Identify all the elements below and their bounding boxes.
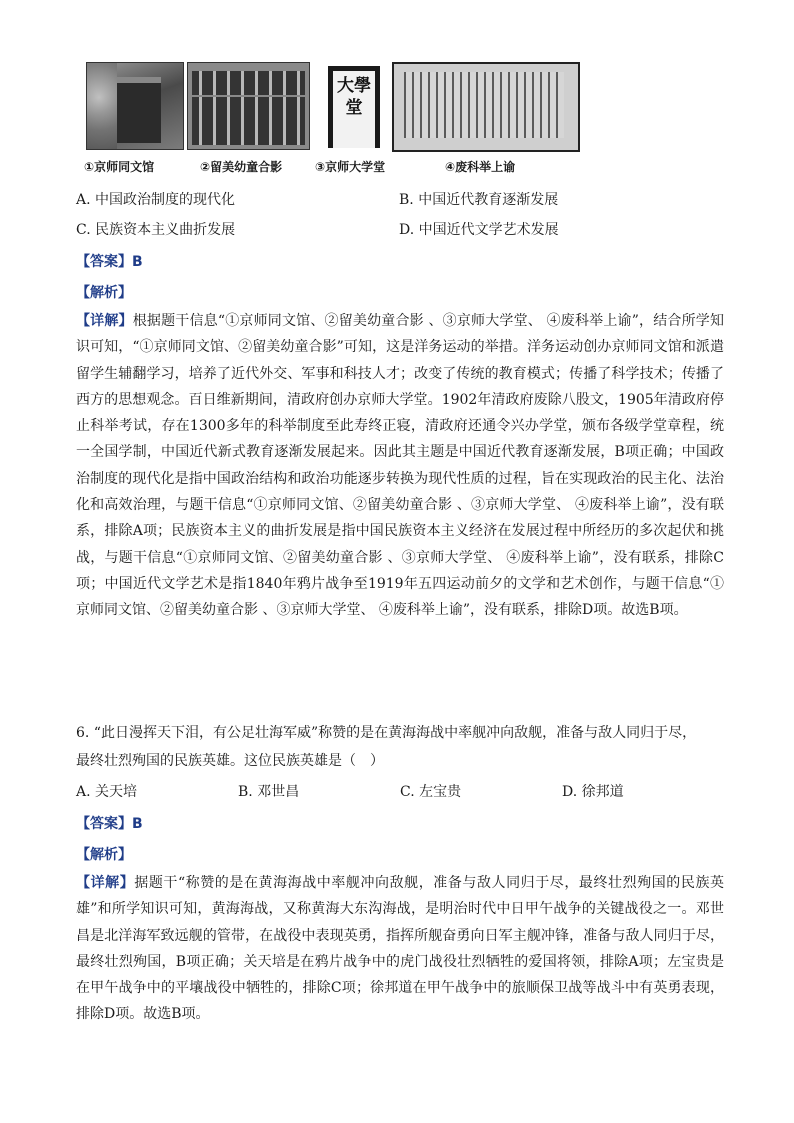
q6-detail-label: 【详解】 [76,875,135,891]
photo-tongwenguan [86,62,184,150]
q5-option-c: C. 民族资本主义曲折发展 [76,222,236,238]
caption-1: ①京师同文馆 [84,160,155,174]
gate-shape [117,77,161,143]
q5-analysis-label: 【解析】 [76,285,132,301]
caption-4: ④废科举上谕 [445,160,516,174]
edict-columns [404,72,564,138]
photo-edict-document [392,62,580,152]
q5-answer: 【答案】B [76,254,143,270]
q6-stem-line2: 最终壮烈殉国的民族英雄。这位民族英雄是（ ） [76,753,384,769]
q6-option-d: D. 徐邦道 [562,784,624,800]
caption-2: ②留美幼童合影 [200,160,283,174]
people-row [192,121,305,145]
tree-shape [87,63,117,149]
q6-stem-line1: 6. “此日漫挥天下泪，有公足壮海军威”称赞的是在黄海海战中率舰冲向敌舰，准备与敌人同归于尽， [76,725,697,741]
plaque-frame [328,66,380,148]
q6-analysis-label: 【解析】 [76,847,132,863]
q6-option-c: C. 左宝贵 [400,784,462,800]
people-row [192,71,305,95]
q5-detail [76,308,724,624]
q6-detail-text: 据题干“称赞的是在黄海海战中率舰冲向敌舰，准备与敌人同归于尽，最终壮烈殉国的民族英雄”和所学知识可知，黄海海战，又称黄海大东沟海战，是明治时代中日甲午战争的关键战役之一。邓世昌是北洋海军致远舰的管带，在战役中表现英勇，指挥所舰奋勇向日军主舰冲锋，准备与敌人同归于尽，最终壮烈殉国，B项正确；关天培是在鸦片战争中的虎门战役壮烈牺牲的爱国将领，排除A项；左宝贵是在甲午战争中的平壤战役中牺牲的，排除C项；徐邦道在甲午战争中的旅顺保卫战等战斗中有英勇表现，排除D项。故选B项。 [76,875,725,1023]
figure-captions [80,158,600,178]
caption-3: ③京师大学堂 [315,160,386,174]
photo-youtong-group [187,62,310,150]
figure-strip [80,62,580,152]
q6-detail [76,870,724,1028]
plaque-text: 大學堂 [337,76,371,118]
q6-option-b: B. 邓世昌 [238,784,300,800]
people-row [192,97,305,121]
q6-option-a: A. 关天培 [76,784,138,800]
q5-option-d: D. 中国近代文学艺术发展 [399,222,559,238]
q5-detail-label: 【详解】 [76,313,133,329]
q5-option-b: B. 中国近代教育逐渐发展 [399,192,559,208]
q5-option-a: A. 中国政治制度的现代化 [76,192,236,208]
photo-daxuetang-plaque [318,62,382,148]
q5-detail-text: 根据题干信息“①京师同文馆、②留美幼童合影 、③京师大学堂、 ④废科举上谕”，结合所学知识可知，“①京师同文馆、②留美幼童合影”可知，这是洋务运动的举措。洋务运动创办京师同文馆和派遣留学生辅翻学习，培养了近代外交、军事和科技人才；改变了传统的教育模式；传播了科学技术；传播了西方的思想观念。百日维新期间，清政府创办京师大学堂。1902年清政府废除八股文，1905年清政府停止科举考试，存在1300多年的科举制度至此寿终正寝，清政府还通令兴办学堂，颁布各级学堂章程，统一全国学制，中国近代新式教育逐渐发展起来。因此其主题是中国近代教育逐渐发展，B项正确；中国政治制度的现代化是指中国政治结构和政治功能逐步转换为现代性质的过程，旨在实现政治的民主化、法治化和高效治理，与题干信息“①京师同文馆、②留美幼童合影 、③京师大学堂、 ④废科举上谕”，没有联系，排除A项；民族资本主义的曲折发展是指中国民族资本主义经济在发展过程中所经历的多次起伏和挑战，与题干信息“①京师同文馆、②留美幼童合影 、③京师大学堂、 ④废科举上谕”，没有联系，排除C项；中国近代文学艺术是指1840年鸦片战争至1919年五四运动前夕的文学和艺术创作，与题干信息“①京师同文馆、②留美幼童合影 、③京师大学堂、 ④废科举上谕”，没有联系，排除D项。故选B项。 [76,313,724,619]
q6-answer: 【答案】B [76,816,143,832]
